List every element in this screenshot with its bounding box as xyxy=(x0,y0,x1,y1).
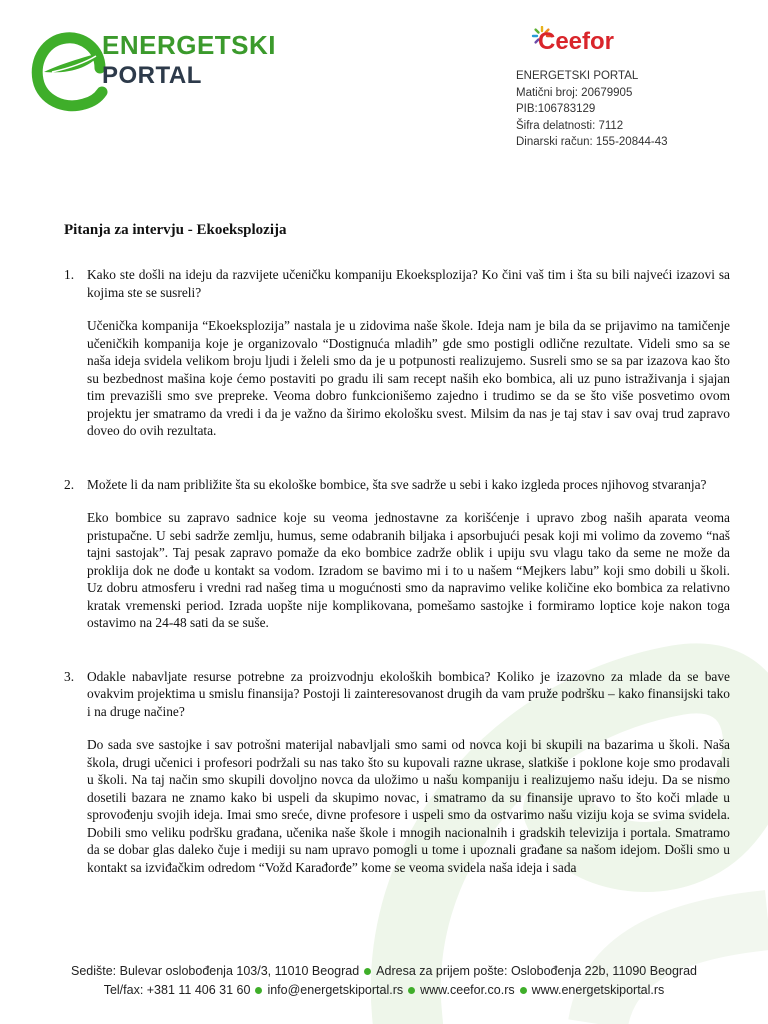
question-2 xyxy=(64,476,730,494)
bullet-icon xyxy=(520,987,527,994)
question-3 xyxy=(64,668,730,721)
company-name: ENERGETSKI PORTAL xyxy=(516,70,639,82)
bullet-icon xyxy=(255,987,262,994)
page-footer xyxy=(0,962,768,1000)
answer-1: Učenička kompanija “Ekoeksplozija” nastala je u zidovima naše škole. Ideja nam je bila da se prijavimo na tamičenje učeničkih kompanija koje je organizovalo “Dostignuća mladih” gde smo postigli odlične rezultate. Videli smo sa se naša ideja svidela velikom broju ljudi i želeli smo da je u potpunosti realizujemo. Susreli smo se sa par izazova kao što su bezbednost mašina koje ćemo postaviti po gradu ili sam recept naših eko bombica, ali uz puno istraživanja i sjajan tim prevazišli smo sve prepreke. Veoma dobro funkcionišemo zajedno i trudimo se da se što više posvetimo ovom projektu jer smatramo da vredi i da je važno da širimo ekološku svest. Milsim da nas je taj stav i sav ovaj trud zapravo doveo do ovih rezultata. xyxy=(87,318,730,438)
answer-3: Do sada sve sastojke i sav potrošni materijal nabavljali smo sami od novca koji bi skupili na bazarima u školi. Naša škola, drugi učenici i profesori podržali su nas tako što su kupovali razne ukrase, slatkiše i poklone koje smo prodavali u školi. Na taj način smo skupili dovoljno novca da uložimo u našu kompaniju i realizujemo našu ideju. Da se nismo dosetili bazara ne znamo kako bi uspeli da skupimo novac, i smatramo da su finansije upravo to što koči mlade u sprovođenju svojih ideja. Imai smo sreće, divne profesore i uspeli smo da ostvarimo našu viziju koja se svima svidela. Dobili smo veliku podršku građana, učenika naše škole i mnogih nacionalnih i gradskih televizija i portala. Smatramo da se dobar glas daleko čuje i mediji su nam upravo pomogli u tome i upoznali građane sa našom idejom. Došli smo u kontakt sa izviđačkim odredom “Vožd Karađorđe” kome se veoma svidela naša ideja i sada xyxy=(87,737,730,875)
bullet-icon xyxy=(364,968,371,975)
footer-line-1 xyxy=(0,962,768,981)
question-1 xyxy=(64,266,730,301)
interview-content xyxy=(64,266,730,876)
company-info xyxy=(516,68,668,151)
question-number: 2. xyxy=(64,476,75,492)
document-title: Pitanja za intervju - Ekoeksplozija xyxy=(64,222,287,238)
question-text: Možete li da nam približite šta su ekološke bombice, šta sve sadrže u sebi i kako izgleda proces njihovog stvaranja? xyxy=(87,476,707,492)
question-number: 1. xyxy=(64,267,75,282)
ceefor-logo-text: Ceefor xyxy=(538,28,615,55)
company-bank-account: Dinarski račun: 155-20844-43 xyxy=(516,136,668,148)
question-number: 3. xyxy=(64,668,75,684)
logo-text-energetski: ENERGETSKI xyxy=(102,30,277,60)
footer-portal-link[interactable]: www.energetskiportal.rs xyxy=(531,983,665,997)
footer-ceefor-link[interactable]: www.ceefor.co.rs xyxy=(420,983,515,997)
answer-2: Eko bombice su zapravo sadnice koje su veoma jednostavne za korišćenje i upravo zbog naših aparata veoma pristupačne. U sebi sadrže zemlju, humus, seme odabranih biljaka i apsorbujući pesak koji mi volimo da zovemo “naš tajni sastojak”. Taj pesak zapravo pomaže da eko bombice zadrže oblik i upiju svu vlagu tako da seme ne može da proklija dok ne dođe u kontakt sa vodom. Izradom se bavimo mi i to u našem “Mejkers labu” koji smo dobili u školi. Uz dobru atmosferu i vredni rad našeg tima u mogućnosti smo da napravimo velike količine eko bombica za relativno kratak vremenski period. Izrada uopšte nije komplikovana, pomešamo sastojke i formiramo loptice koje nakon toga ostavimo na 24-48 sati da se suše. xyxy=(87,510,730,630)
footer-seat: Sedište: Bulevar oslobođenja 103/3, 11010 Beograd xyxy=(70,964,360,978)
bullet-icon xyxy=(408,987,415,994)
footer-line-2 xyxy=(0,981,768,1000)
footer-phone: Tel/fax: +381 11 406 31 60 xyxy=(103,983,251,997)
company-tax-id: PIB:106783129 xyxy=(516,103,596,115)
company-registration-number: Matični broj: 20679905 xyxy=(516,86,633,99)
footer-email-link[interactable]: info@energetskiportal.rs xyxy=(267,983,404,997)
question-text: Kako ste došli na ideju da razvijete učeničku kompaniju Ekoeksplozija? Ko čini vaš tim i šta su bili najveći izazovi sa kojima ste se susreli? xyxy=(87,267,730,300)
company-activity-code: Šifra delatnosti: 7112 xyxy=(516,119,624,132)
question-text: Odakle nabavljate resurse potrebne za proizvodnju ekoloških bombica? Koliko je izazovno za mlade da se bave ovakvim projektima u smislu finansija? Postoji li zainteresovanost drugih da vam pruže podršku – kako finansijski tako i na druge načine? xyxy=(87,668,730,719)
logo-text-portal: PORTAL xyxy=(102,62,202,89)
footer-mail-address: Adresa za prijem pošte: Oslobođenja 22b, 11090 Beograd xyxy=(376,964,697,978)
